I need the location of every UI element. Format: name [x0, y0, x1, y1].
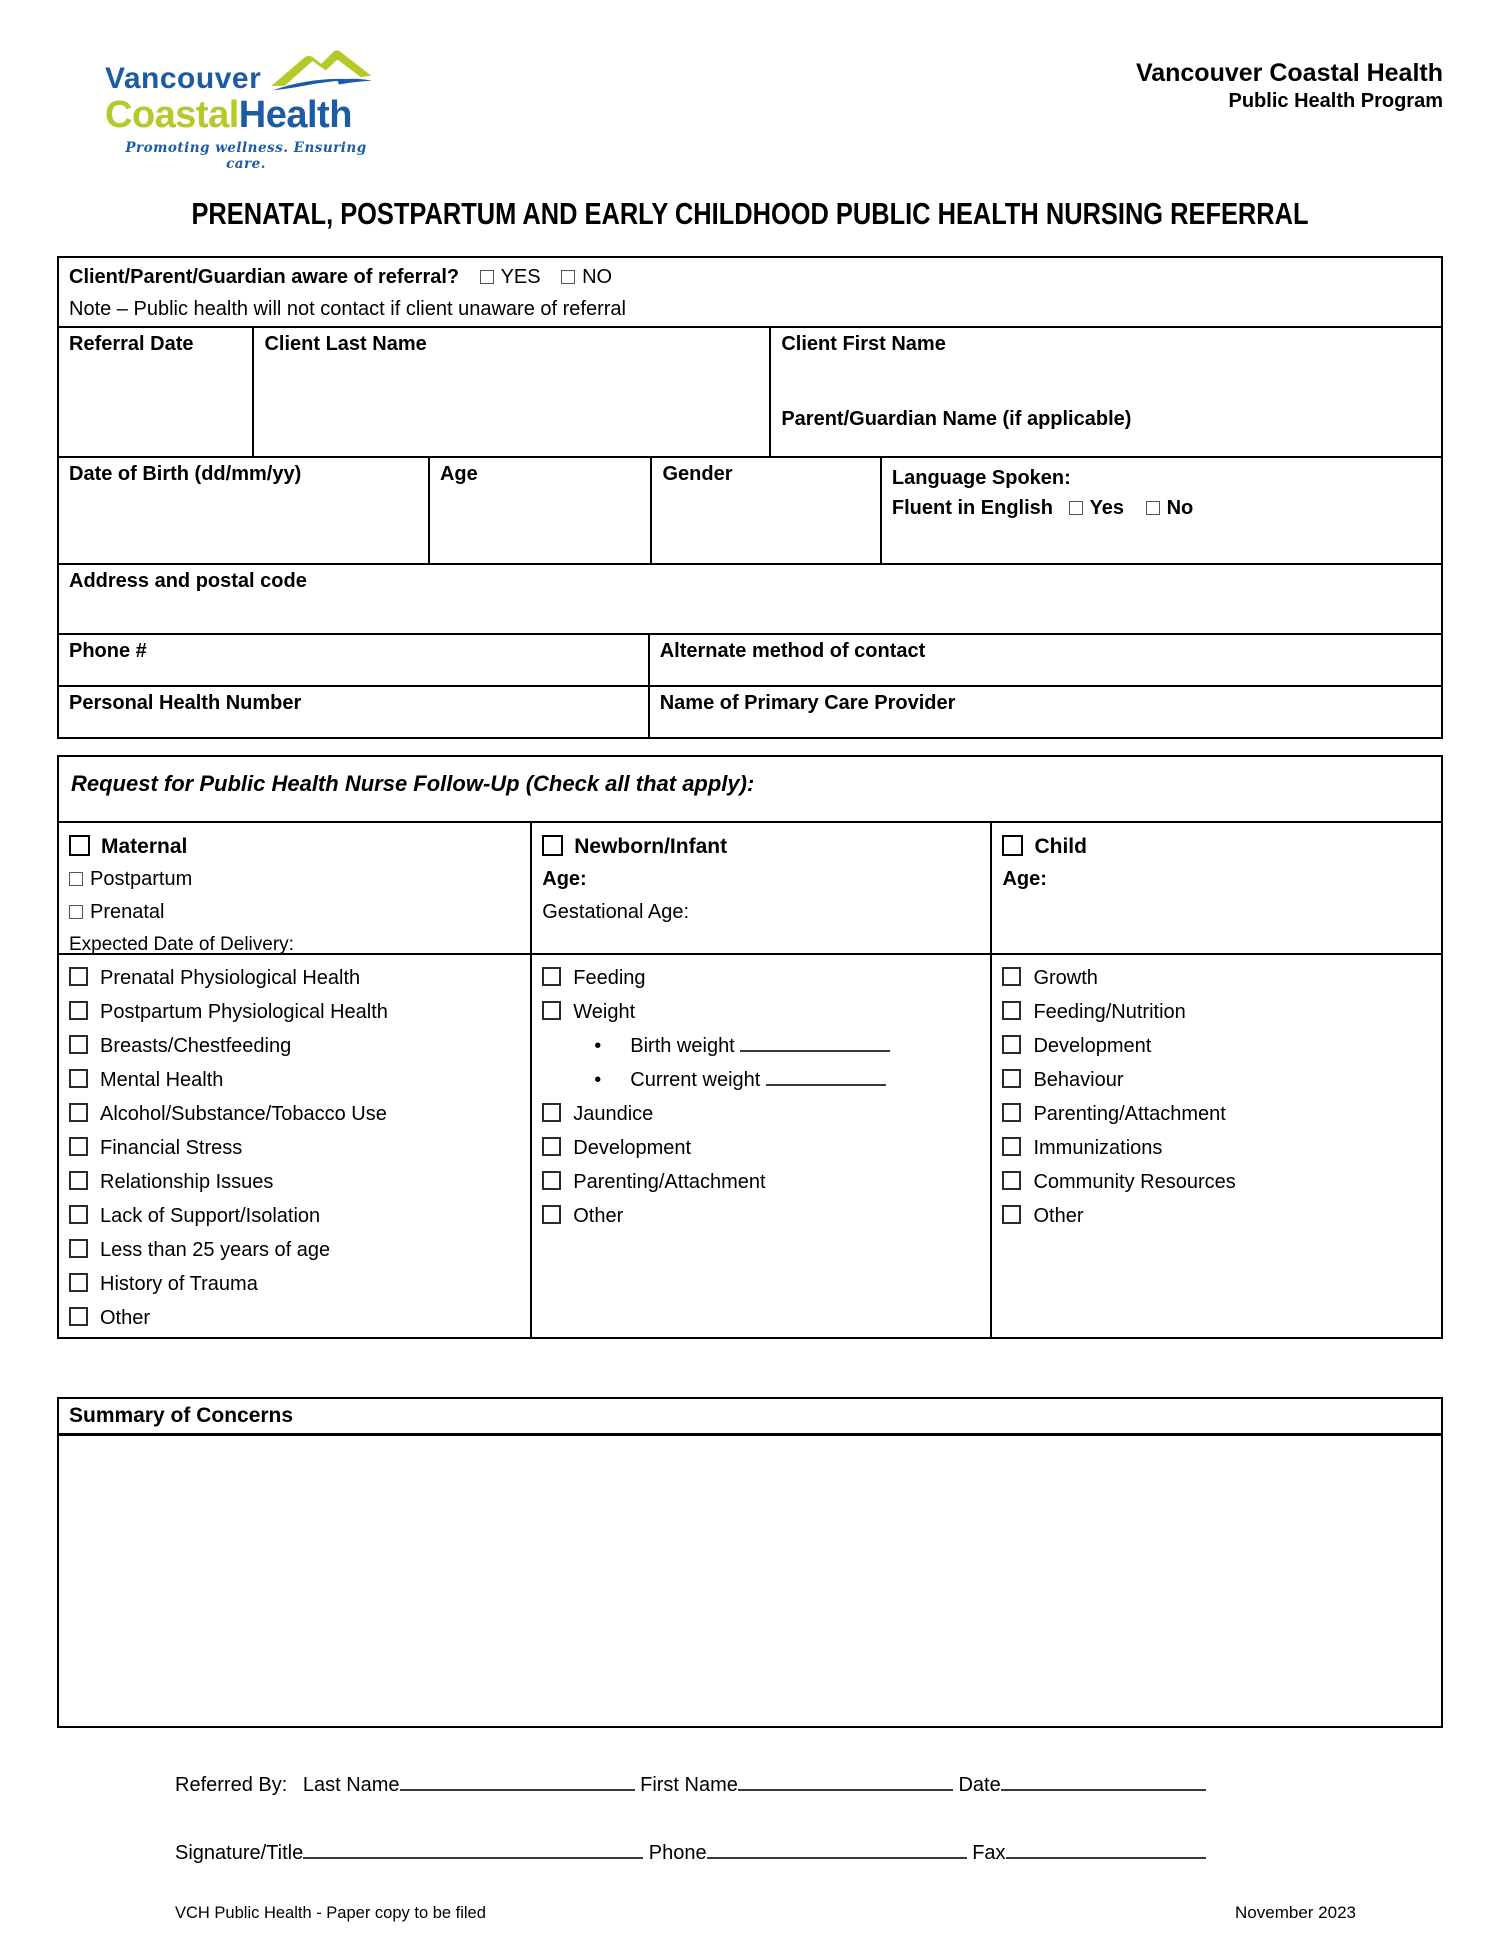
checklist-item [69, 1097, 520, 1131]
client-last-name-cell[interactable] [252, 328, 769, 456]
checkbox-icon[interactable] [69, 1001, 88, 1020]
ref-last-name-label: Last Name [302, 1774, 400, 1796]
newborn-age-label[interactable]: Age: [542, 868, 587, 890]
ref-first-name-label: First Name [640, 1774, 738, 1796]
fluent-english-label: Fluent in English [891, 497, 1053, 519]
checklist-item [542, 1131, 980, 1165]
checkbox-label: Prenatal Physiological Health [100, 967, 361, 989]
checkbox-label: Less than 25 years of age [100, 1239, 331, 1261]
checklist-item [69, 1063, 520, 1097]
address-label: Address and postal code [69, 570, 307, 592]
primary-care-cell[interactable] [648, 687, 1441, 737]
checklist-item [69, 1165, 520, 1199]
checkbox-label: Other [573, 1205, 624, 1227]
checkbox-label: Breasts/Chestfeeding [100, 1035, 292, 1057]
logo-word-vancouver: Vancouver [105, 62, 262, 95]
ref-date-label: Date [958, 1774, 1001, 1796]
checklist-item [1002, 1131, 1431, 1165]
checklist-item [1002, 1199, 1431, 1233]
checkbox-icon[interactable] [542, 1171, 561, 1190]
checklist-item [69, 1131, 520, 1165]
logo-word-health: Health [238, 94, 352, 136]
dob-label: Date of Birth (dd/mm/yy) [69, 463, 302, 485]
logo-tagline: Promoting wellness. Ensuring care. [125, 140, 367, 172]
form-title: PRENATAL, POSTPARTUM AND EARLY CHILDHOOD PUBLIC HEALTH NURSING REFERRAL [191, 196, 1309, 231]
fluent-no-checkbox[interactable] [1146, 501, 1160, 515]
aware-no-label: NO [582, 266, 613, 288]
gender-cell[interactable] [650, 458, 879, 563]
checklist-item [542, 1199, 980, 1233]
checkbox-icon[interactable] [542, 967, 561, 986]
header-org-name: Vancouver Coastal Health [1135, 59, 1443, 87]
checkbox-label: Jaundice [573, 1103, 654, 1125]
checkbox-icon[interactable] [69, 1137, 88, 1156]
maternal-header-cell [59, 823, 530, 953]
maternal-checkbox[interactable] [69, 835, 90, 856]
language-spoken-label: Language Spoken: [891, 467, 1071, 489]
primary-care-label: Name of Primary Care Provider [659, 692, 956, 714]
header-program-name: Public Health Program [1228, 90, 1443, 112]
aware-of-referral-row [59, 258, 1441, 326]
checkbox-label: Parenting/Attachment [573, 1171, 766, 1193]
checkbox-icon[interactable] [542, 1001, 561, 1020]
checklist-item [1002, 961, 1431, 995]
phn-cell[interactable] [59, 687, 648, 737]
postpartum-checkbox[interactable] [69, 872, 83, 886]
checkbox-label: History of Trauma [100, 1273, 258, 1295]
birth-weight-field[interactable] [740, 1038, 890, 1052]
checklist-item [542, 961, 980, 995]
header-org-block [1136, 46, 1443, 115]
gender-label: Gender [662, 463, 733, 485]
ref-phone-label: Phone [648, 1842, 707, 1864]
checkbox-icon[interactable] [69, 1035, 88, 1054]
checklist-item [69, 1301, 520, 1335]
checkbox-icon[interactable] [69, 1205, 88, 1224]
followup-category-row [59, 821, 1441, 953]
footer-date: November 2023 [1235, 1903, 1356, 1922]
checkbox-label: Feeding/Nutrition [1033, 1001, 1186, 1023]
checkbox-icon[interactable] [69, 1069, 88, 1088]
checkbox-icon[interactable] [69, 1239, 88, 1258]
footer-filing-note: VCH Public Health - Paper copy to be filed [175, 1904, 486, 1922]
checkbox-icon[interactable] [1002, 1035, 1021, 1054]
checkbox-icon[interactable] [1002, 1069, 1021, 1088]
checkbox-label: Mental Health [100, 1069, 224, 1091]
phn-row [59, 685, 1441, 737]
checklist-item [69, 1233, 520, 1267]
dob-row [59, 456, 1441, 563]
age-label: Age [439, 463, 478, 485]
current-weight-item [542, 1063, 980, 1097]
checklist-item [69, 995, 520, 1029]
checkbox-label: Postpartum Physiological Health [100, 1001, 388, 1023]
phone-cell[interactable] [59, 635, 648, 685]
dob-cell[interactable] [59, 458, 428, 563]
prenatal-checkbox[interactable] [69, 905, 83, 919]
followup-heading-row [59, 757, 1441, 821]
summary-heading: Summary of Concerns [59, 1399, 1441, 1436]
checklist-item [1002, 1097, 1431, 1131]
checkbox-label: Financial Stress [100, 1137, 243, 1159]
referred-by-label: Referred By: [175, 1774, 288, 1796]
newborn-header-cell [530, 823, 990, 953]
referred-by-line [175, 1772, 1443, 1798]
checkbox-icon[interactable] [69, 1273, 88, 1292]
checklist-item [1002, 1063, 1431, 1097]
maternal-checklist [59, 955, 530, 1337]
checkbox-icon[interactable] [69, 1307, 88, 1326]
checklist-item [1002, 1165, 1431, 1199]
signature-title-field[interactable] [303, 1843, 643, 1859]
aware-question-label: Client/Parent/Guardian aware of referral? [69, 266, 460, 288]
alt-contact-cell[interactable] [648, 635, 1441, 685]
checklist-item [69, 1199, 520, 1233]
child-checklist [990, 955, 1441, 1337]
checkbox-label: Development [573, 1137, 692, 1159]
checkbox-icon[interactable] [1002, 1205, 1021, 1224]
child-checkbox[interactable] [1002, 835, 1023, 856]
logo-word-coastal: Coastal [105, 94, 239, 136]
summary-textarea[interactable] [59, 1436, 1441, 1726]
phone-label: Phone # [69, 640, 147, 662]
checklist-item [1002, 995, 1431, 1029]
newborn-checklist [530, 955, 990, 1337]
followup-heading: Request for Public Health Nurse Follow-Up (Check all that apply): [71, 771, 755, 796]
bullet-icon: • [594, 1069, 602, 1091]
ref-last-name-field[interactable] [400, 1775, 635, 1791]
followup-table [57, 755, 1443, 1339]
alt-contact-label: Alternate method of contact [659, 640, 926, 662]
client-first-name-cell[interactable] [769, 328, 1441, 456]
checkbox-label: Lack of Support/Isolation [100, 1205, 321, 1227]
checkbox-icon[interactable] [1002, 1137, 1021, 1156]
ref-phone-field[interactable] [707, 1843, 967, 1859]
birth-weight-label: Birth weight [630, 1035, 735, 1057]
child-title: Child [1034, 835, 1087, 858]
fluent-yes-checkbox[interactable] [1069, 501, 1083, 515]
phone-row [59, 633, 1441, 685]
name-row [59, 326, 1441, 456]
ref-date-field[interactable] [1001, 1775, 1206, 1791]
checkbox-label: Weight [573, 1001, 636, 1023]
checkbox-icon[interactable] [542, 1103, 561, 1122]
checklist-item [542, 1097, 980, 1131]
fluent-no-label: No [1166, 497, 1194, 519]
maternal-title: Maternal [101, 835, 188, 858]
bullet-icon: • [594, 1035, 602, 1057]
checkbox-label: Alcohol/Substance/Tobacco Use [100, 1103, 387, 1125]
child-age-label[interactable]: Age: [1002, 868, 1047, 890]
checklist-item [69, 961, 520, 995]
current-weight-field[interactable] [766, 1072, 886, 1086]
checkbox-icon[interactable] [69, 1103, 88, 1122]
ref-fax-label: Fax [972, 1842, 1006, 1864]
checkbox-icon[interactable] [1002, 1171, 1021, 1190]
signature-title-label: Signature/Title [175, 1842, 304, 1864]
checklist-item [542, 995, 980, 1029]
fluent-yes-label: Yes [1089, 497, 1125, 519]
referral-date-label: Referral Date [69, 333, 194, 355]
birth-weight-item [542, 1029, 980, 1063]
checkbox-icon[interactable] [69, 967, 88, 986]
checkbox-label: Other [100, 1307, 151, 1329]
newborn-checkbox[interactable] [542, 835, 563, 856]
edd-label[interactable]: Expected Date of Delivery: [69, 934, 294, 955]
checkbox-label: Feeding [573, 967, 646, 989]
signature-line [175, 1840, 1443, 1866]
checklist-item [69, 1267, 520, 1301]
ref-fax-field[interactable] [1006, 1843, 1206, 1859]
checkbox-label: Growth [1033, 967, 1098, 989]
vch-logo [57, 46, 387, 172]
referral-date-cell[interactable] [59, 328, 252, 456]
child-header-cell [990, 823, 1441, 953]
prenatal-label: Prenatal [90, 901, 165, 923]
ref-first-name-field[interactable] [738, 1775, 953, 1791]
referred-by-block [57, 1772, 1443, 1866]
age-cell[interactable] [428, 458, 651, 563]
checkbox-label: Development [1033, 1035, 1152, 1057]
language-cell[interactable] [880, 458, 1441, 563]
checkbox-label: Community Resources [1033, 1171, 1236, 1193]
checkbox-label: Relationship Issues [100, 1171, 274, 1193]
checkbox-label: Parenting/Attachment [1033, 1103, 1226, 1125]
checklist-item [542, 1165, 980, 1199]
aware-note: Note – Public health will not contact if client unaware of referral [69, 298, 626, 320]
aware-yes-label: YES [500, 266, 541, 288]
client-last-name-label: Client Last Name [264, 333, 427, 355]
checkbox-icon[interactable] [542, 1205, 561, 1224]
checkbox-label: Behaviour [1033, 1069, 1124, 1091]
postpartum-label: Postpartum [90, 868, 193, 890]
checkbox-icon[interactable] [1002, 1103, 1021, 1122]
client-first-name-label: Client First Name [781, 333, 946, 355]
page-footer [57, 1903, 1443, 1923]
checklist-item [1002, 1029, 1431, 1063]
newborn-title: Newborn/Infant [574, 835, 728, 858]
aware-yes-checkbox[interactable] [480, 270, 494, 284]
gestational-age-label[interactable]: Gestational Age: [542, 901, 690, 923]
parent-guardian-label: Parent/Guardian Name (if applicable) [781, 408, 1132, 430]
address-row [59, 563, 1441, 633]
summary-section [57, 1397, 1443, 1728]
client-info-table [57, 256, 1443, 739]
checkbox-icon[interactable] [1002, 1001, 1021, 1020]
checkbox-icon[interactable] [542, 1137, 561, 1156]
current-weight-label: Current weight [630, 1069, 761, 1091]
checkbox-label: Other [1033, 1205, 1084, 1227]
page-header [57, 46, 1443, 172]
phn-label: Personal Health Number [69, 692, 302, 714]
checkbox-icon[interactable] [69, 1171, 88, 1190]
followup-checklist-row [59, 953, 1441, 1337]
address-cell[interactable] [59, 565, 1441, 633]
aware-no-checkbox[interactable] [561, 270, 575, 284]
checklist-item [69, 1029, 520, 1063]
checkbox-label: Immunizations [1033, 1137, 1163, 1159]
checkbox-icon[interactable] [1002, 967, 1021, 986]
